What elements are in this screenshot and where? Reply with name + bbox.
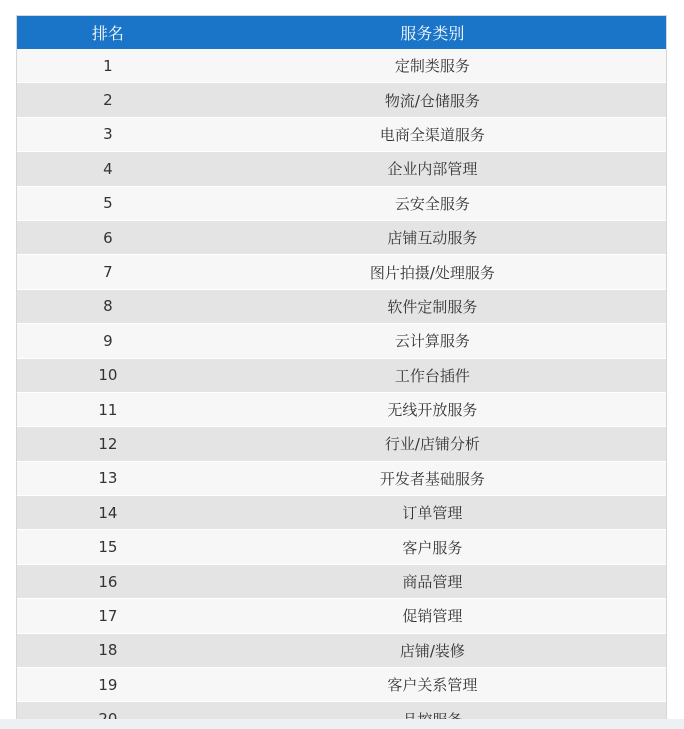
category-cell: 促销管理	[199, 599, 666, 633]
category-cell: 商品管理	[199, 564, 666, 598]
rank-cell: 17	[17, 599, 199, 633]
rank-cell: 14	[17, 496, 199, 530]
table-row	[17, 289, 666, 323]
table-row	[17, 564, 666, 598]
rank-cell: 7	[17, 255, 199, 289]
category-cell: 云安全服务	[199, 186, 666, 220]
ranking-table-container	[16, 15, 667, 729]
table-row	[17, 599, 666, 633]
category-cell: 图片拍摄/处理服务	[199, 255, 666, 289]
rank-cell: 2	[17, 83, 199, 117]
table-row	[17, 220, 666, 254]
category-cell: 物流/仓储服务	[199, 83, 666, 117]
header-rank: 排名	[17, 16, 199, 49]
rank-cell: 1	[17, 49, 199, 83]
rank-cell: 3	[17, 117, 199, 151]
table-row	[17, 117, 666, 151]
rank-cell: 12	[17, 427, 199, 461]
category-cell: 客户服务	[199, 530, 666, 564]
table-row	[17, 427, 666, 461]
table-row	[17, 530, 666, 564]
rank-cell: 19	[17, 668, 199, 702]
rank-cell: 10	[17, 358, 199, 392]
table-row	[17, 186, 666, 220]
rank-cell: 16	[17, 564, 199, 598]
table-row	[17, 49, 666, 83]
category-cell: 电商全渠道服务	[199, 117, 666, 151]
table-header	[17, 16, 666, 49]
category-cell: 客户关系管理	[199, 668, 666, 702]
category-cell: 行业/店铺分析	[199, 427, 666, 461]
category-cell: 店铺/装修	[199, 633, 666, 667]
rank-cell: 11	[17, 392, 199, 426]
table-row	[17, 152, 666, 186]
table-row	[17, 461, 666, 495]
rank-cell: 8	[17, 289, 199, 323]
page-bottom-band	[0, 719, 684, 729]
category-cell: 订单管理	[199, 496, 666, 530]
rank-cell: 6	[17, 220, 199, 254]
rank-cell: 9	[17, 324, 199, 358]
rank-cell: 18	[17, 633, 199, 667]
table-row	[17, 668, 666, 702]
table-row	[17, 324, 666, 358]
rank-cell: 4	[17, 152, 199, 186]
table-row	[17, 633, 666, 667]
table-row	[17, 358, 666, 392]
category-cell: 软件定制服务	[199, 289, 666, 323]
rank-cell: 5	[17, 186, 199, 220]
category-cell: 工作台插件	[199, 358, 666, 392]
category-cell: 云计算服务	[199, 324, 666, 358]
table-row	[17, 392, 666, 426]
header-row	[17, 16, 666, 49]
category-cell: 无线开放服务	[199, 392, 666, 426]
category-cell: 定制类服务	[199, 49, 666, 83]
table-row	[17, 83, 666, 117]
category-cell: 开发者基础服务	[199, 461, 666, 495]
table-row	[17, 496, 666, 530]
header-category: 服务类别	[199, 16, 666, 49]
service-ranking-table	[17, 16, 666, 729]
category-cell: 店铺互动服务	[199, 220, 666, 254]
table-body	[17, 49, 666, 729]
category-cell: 企业内部管理	[199, 152, 666, 186]
rank-cell: 13	[17, 461, 199, 495]
rank-cell: 15	[17, 530, 199, 564]
table-row	[17, 255, 666, 289]
